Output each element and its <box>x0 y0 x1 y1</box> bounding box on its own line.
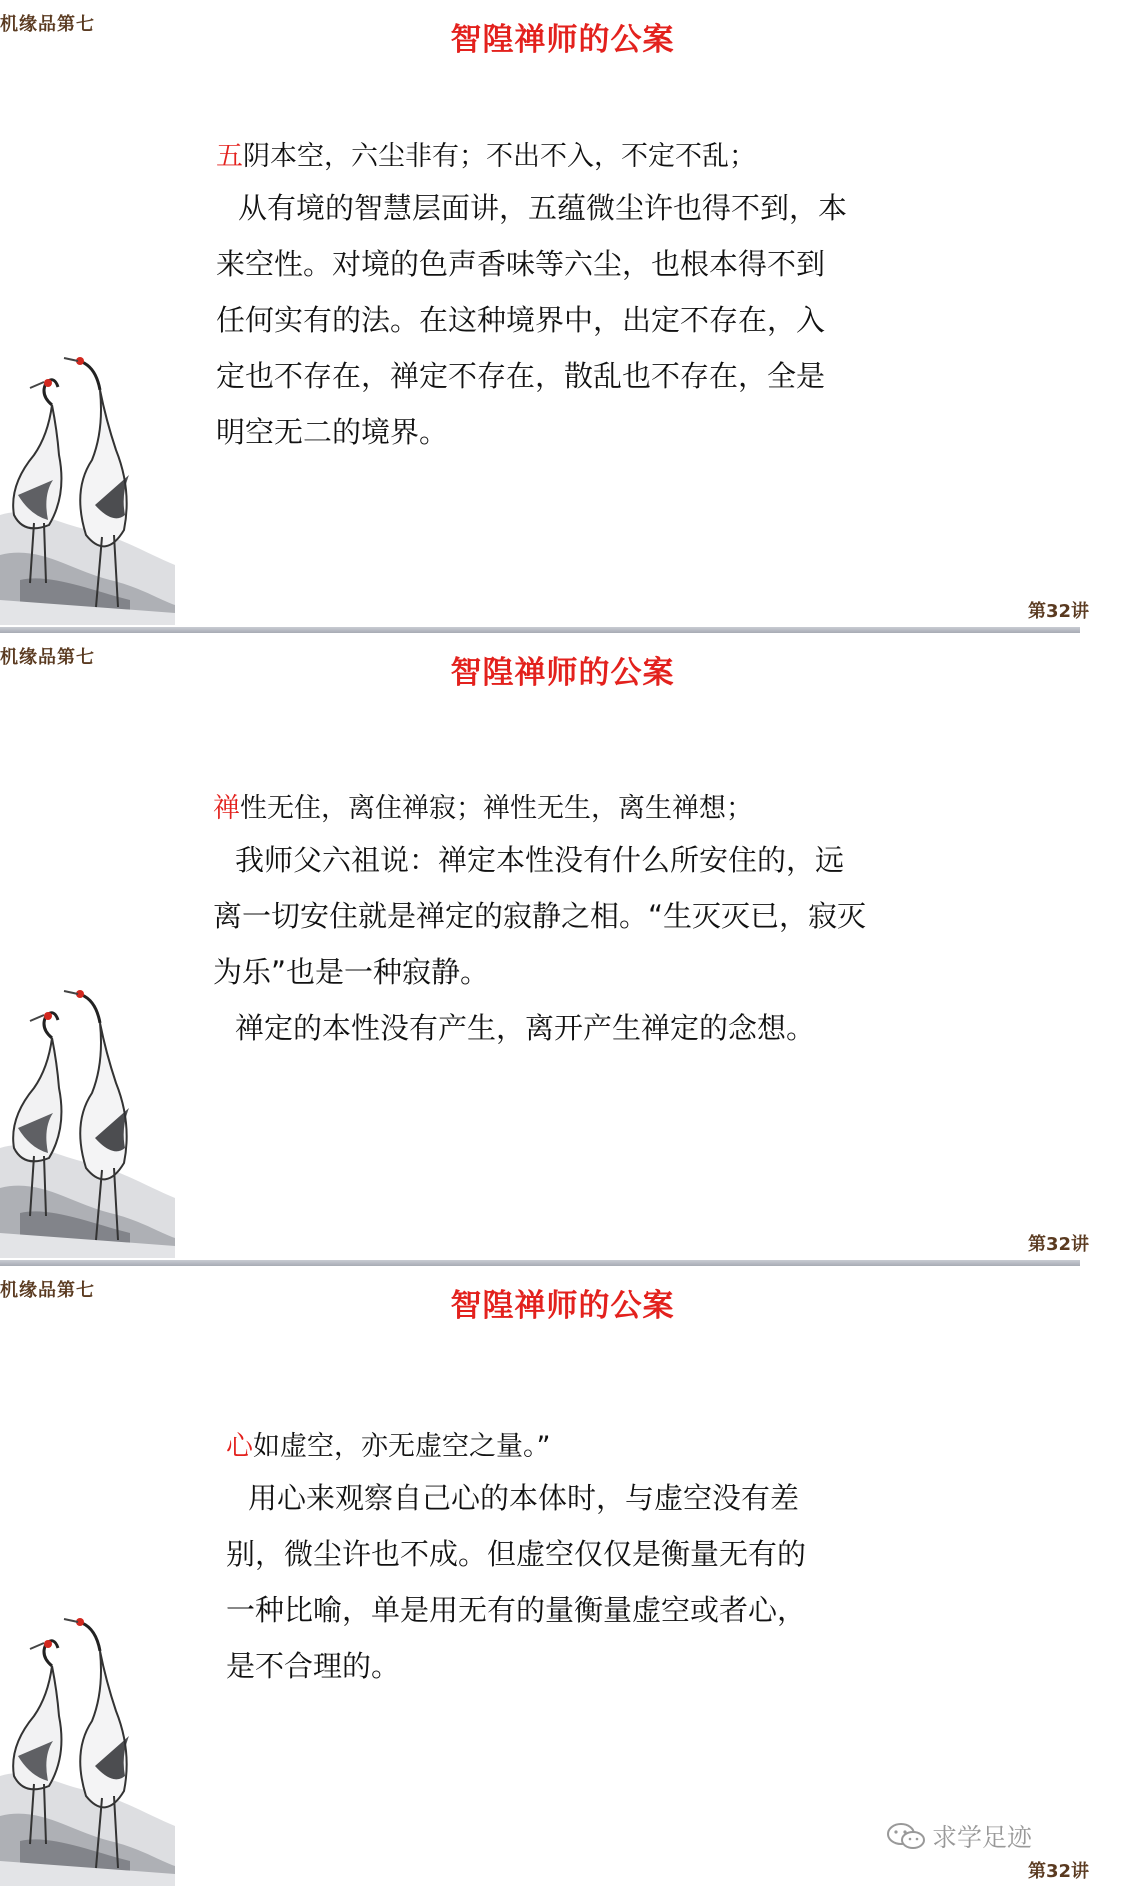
verse-first-char: 心 <box>226 1431 253 1462</box>
slide-body <box>226 1424 906 1694</box>
account-watermark <box>886 1818 1032 1854</box>
slide-1 <box>0 0 1090 627</box>
chapter-label: 机缘品第七 <box>0 647 95 668</box>
body-line: 从有境的智慧层面讲，五蕴微尘许也得不到，本 <box>238 191 848 225</box>
body-line: 任何实有的法。在这种境界中，出定不存在，入 <box>216 303 826 337</box>
verse-rest: 性无住，离住禅寂；禅性无生，离生禅想； <box>240 793 753 824</box>
slide-title: 智隍禅师的公案 <box>450 655 675 691</box>
body-line: 别，微尘许也不成。但虚空仅仅是衡量无有的 <box>226 1537 807 1571</box>
slide-3 <box>0 1266 1090 1885</box>
body-line: 离一切安住就是禅定的寂静之相。“生灭灭已，寂灭 <box>213 899 867 933</box>
verse-line <box>216 134 906 180</box>
body-line: 是不合理的。 <box>226 1649 401 1683</box>
wechat-icon <box>886 1821 926 1851</box>
verse-first-char: 五 <box>216 141 243 172</box>
body-line: 我师父六祖说：禅定本性没有什么所安住的，远 <box>235 843 845 877</box>
body-line: 用心来观察自己心的本体时，与虚空没有差 <box>248 1481 800 1515</box>
crane-painting-icon <box>0 355 175 625</box>
slide-title: 智隍禅师的公案 <box>450 1288 675 1324</box>
crane-painting-icon <box>0 1616 175 1886</box>
slide-title: 智隍禅师的公案 <box>450 22 675 58</box>
crane-painting-icon <box>0 988 175 1258</box>
body-line: 来空性。对境的色声香味等六尘，也根本得不到 <box>216 247 826 281</box>
verse-first-char: 禅 <box>213 793 240 824</box>
slide-body <box>213 786 903 1056</box>
watermark-text: 求学足迹 <box>932 1823 1033 1852</box>
slide-body <box>216 134 906 460</box>
body-line: 明空无二的境界。 <box>216 415 449 449</box>
body-line: 禅定的本性没有产生，离开产生禅定的念想。 <box>235 1011 816 1045</box>
lecture-number: 第32讲 <box>1028 1234 1090 1255</box>
verse-line <box>213 786 903 832</box>
body-line: 为乐”也是一种寂静。 <box>213 955 490 989</box>
verse-rest: 阴本空，六尘非有；不出不入，不定不乱； <box>243 141 756 172</box>
chapter-label: 机缘品第七 <box>0 1280 95 1301</box>
chapter-label: 机缘品第七 <box>0 14 95 35</box>
verse-line <box>226 1424 906 1470</box>
body-line: 定也不存在，禅定不存在，散乱也不存在，全是 <box>216 359 826 393</box>
lecture-number: 第32讲 <box>1028 601 1090 622</box>
lecture-number: 第32讲 <box>1028 1861 1090 1882</box>
body-line: 一种比喻，单是用无有的量衡量虚空或者心， <box>226 1593 807 1627</box>
verse-rest: 如虚空，亦无虚空之量。” <box>253 1431 551 1462</box>
slide-2 <box>0 633 1090 1260</box>
